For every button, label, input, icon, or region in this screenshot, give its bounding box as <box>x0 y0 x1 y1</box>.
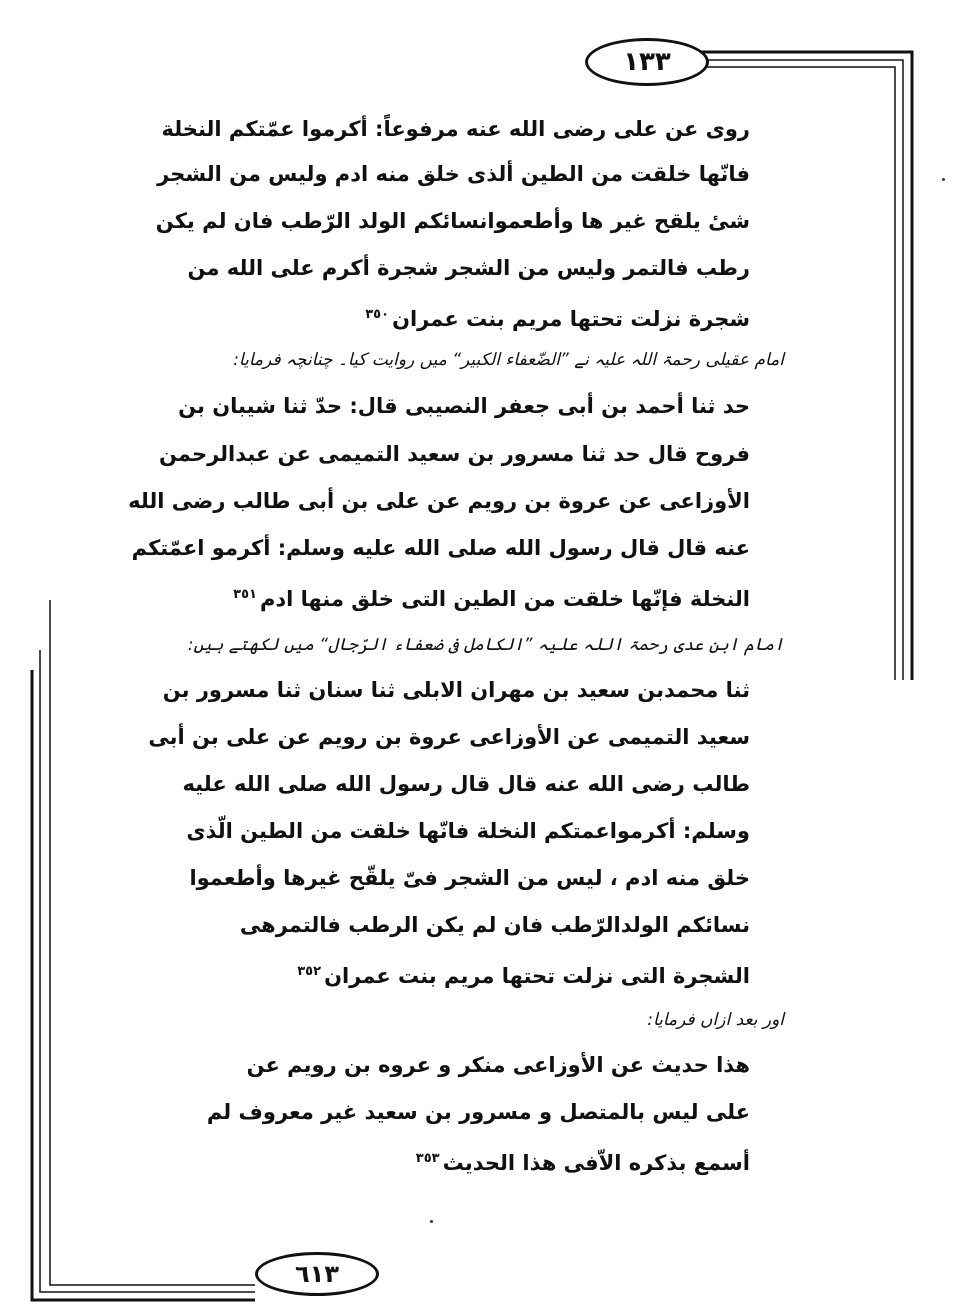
urdu-intro-line: امام عقیلی رحمۃ اللہ علیہ نے ”الضّعفاء الکبیر“ میں روایت کیا۔ چنانچہ فرمایا: <box>233 350 784 370</box>
text-line: علی لیس بالمتصل و مسرور بن سعید غیر معروف لم <box>206 1100 750 1124</box>
text-line: حد ثنا أحمد بن أبی جعفر النصیبی قال: حدّ ثنا شیبان بن <box>178 394 750 418</box>
text-line: الأوزاعی عن عروة بن رویم عن علی بن أبی طالب رضی الله <box>128 489 750 513</box>
text-line: فروح قال حد ثنا مسرور بن سعید التمیمی عن عبدالرحمن <box>158 442 750 466</box>
text-line: شجرة نزلت تحتها مریم بنت عمران$^{٣٥٠}$ <box>365 307 750 331</box>
text-line: النخلة فإنّها خلقت من الطین التی خلق منها ادم$^{٣٥١}$ <box>233 587 750 611</box>
text-line: وسلم: أکرمواعمتکم النخلة فانّها خلقت من الطین الّذی <box>186 819 750 843</box>
text-line: فانّها خلقت من الطین ألذی خلق منه ادم ولیس من الشجر <box>157 162 750 186</box>
text-line: نسائکم الولدالرّطب فان لم یکن الرطب فالتمرهی <box>239 913 750 937</box>
text-line: رطب فالتمر ولیس من الشجر شجرة أکرم علی الله من <box>187 256 750 280</box>
text-line: سعید التمیمی عن الأوزاعی عروة بن رویم عن علی بن أبی <box>148 725 750 749</box>
text-line: طالب رضی الله عنه قال قال رسول الله صلی الله علیه <box>182 772 750 796</box>
urdu-intro-line: امام ابن عدی رحمۃ اللہ علیہ ”الکامل فی ضعفاء الرّجال“ میں لکھتے ہیں: <box>187 635 784 655</box>
text-line: أسمع بذکره الاّفی هذا الحدیث$^{٣٥٣}$ <box>415 1151 750 1175</box>
text-line: هذا حدیث عن الأوزاعی منکر و عروه بن رویم عن <box>246 1053 750 1077</box>
footnote-marker: ٣٥٢ <box>297 964 322 979</box>
footer-page-number: ٦١٣ <box>255 1252 379 1296</box>
speck <box>942 178 945 181</box>
text-line: الشجرة التی نزلت تحتها مریم بنت عمران$^{٣٥٢}$ <box>297 964 750 988</box>
text-line: شیٔ یلقح غیر ها وأطعموانسائکم الولد الرّطب فان لم یکن <box>155 209 750 233</box>
text-line: ثنا محمدبن سعید بن مهران الابلی ثنا سنان ثنا مسرور بن <box>162 678 750 702</box>
footnote-marker: ٣٥٠ <box>365 307 390 322</box>
footnote-marker: ٣٥١ <box>233 587 257 602</box>
text-line: روی عن علی رضی الله عنه مرفوعاً: أکرموا عمّتکم النخلة <box>161 117 750 141</box>
urdu-intro-line: اور بعد ازاں فرمایا: <box>647 1010 784 1030</box>
header-page-number: ١٣٣ <box>585 38 709 86</box>
text-line: عنه قال قال رسول الله صلی الله علیه وسلم: أکرمو اعمّتکم <box>131 536 750 560</box>
footnote-marker: ٣٥٣ <box>415 1151 440 1166</box>
speck <box>430 1220 433 1223</box>
text-line: خلق منه ادم ، لیس من الشجر فیّ یلقّح غیرها وأطعموا <box>189 866 750 890</box>
